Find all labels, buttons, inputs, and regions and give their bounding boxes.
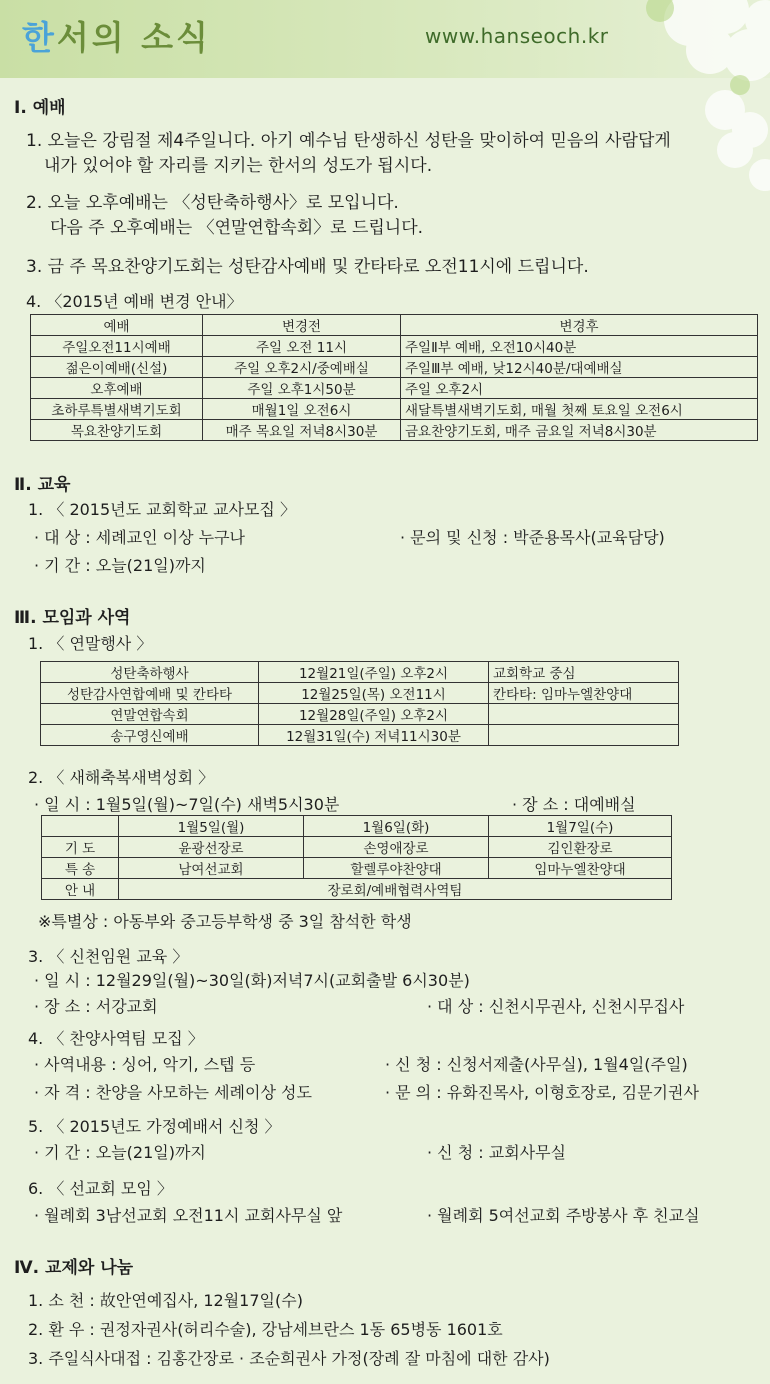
table-cell: 윤광선장로 (119, 837, 304, 858)
table-row (31, 399, 758, 420)
table-header-row (42, 816, 672, 837)
table-cell: 12월21일(주일) 오후2시 (259, 662, 489, 683)
worship-item2-line1: 2. 오늘 오후예배는 〈성탄축하행사〉로 모입니다. (26, 193, 399, 213)
praise-team-inquiry: · 문 의 : 유화진목사, 이형호장로, 김문기권사 (385, 1083, 699, 1102)
table-header-cell: 1월6일(화) (304, 816, 489, 837)
officer-training-date: · 일 시 : 12월29일(월)~30일(화)저녁7시(교회출발 6시30분) (34, 971, 470, 990)
table-row (31, 378, 758, 399)
mission-meeting-b: · 월례회 5여선교회 주방봉사 후 친교실 (427, 1206, 700, 1225)
table-row (41, 725, 679, 746)
table-row (42, 858, 672, 879)
table-header-cell: 예배 (31, 315, 203, 336)
year-end-events-table (40, 661, 679, 746)
table-cell: 교회학교 중심 (489, 662, 679, 683)
table-row (31, 420, 758, 441)
table-cell (42, 816, 119, 837)
table-cell: 칸타타: 임마누엘찬양대 (489, 683, 679, 704)
table-cell: 주일 오후2시/중예배실 (203, 357, 401, 378)
table-cell: 12월28일(주일) 오후2시 (259, 704, 489, 725)
table-cell: 주일 오후2시 (401, 378, 758, 399)
dawn-service-date: · 일 시 : 1월5일(월)~7일(수) 새벽5시30분 (34, 795, 340, 814)
meetings-item3: 3. 〈 신천임원 교육 〉 (28, 947, 189, 966)
table-row (42, 837, 672, 858)
meetings-item5: 5. 〈 2015년도 가정예배서 신청 〉 (28, 1117, 281, 1136)
special-award-note: ※특별상 : 아동부와 중고등부학생 중 3일 참석한 학생 (38, 912, 412, 931)
brand-rest: 서의 소식 (56, 18, 211, 57)
table-cell (489, 725, 679, 746)
table-row (41, 683, 679, 704)
worship-item2-line2: 다음 주 오후예배는 〈연말연합속회〉로 드립니다. (50, 218, 424, 238)
worship-item4: 4. 〈2015년 예배 변경 안내〉 (26, 292, 243, 311)
table-cell: 손영애장로 (304, 837, 489, 858)
worship-change-table (30, 314, 758, 441)
fellowship-item3: 3. 주일식사대접 : 김홍간장로 · 조순희권사 가정(장례 잘 마침에 대한 감사) (28, 1349, 550, 1368)
table-cell: 남여선교회 (119, 858, 304, 879)
table-cell: 성탄감사연합예배 및 칸타타 (41, 683, 259, 704)
table-cell: 송구영신예배 (41, 725, 259, 746)
table-row (42, 879, 672, 900)
table-cell: 12월25일(목) 오전11시 (259, 683, 489, 704)
praise-team-content: · 사역내용 : 싱어, 악기, 스텝 등 (34, 1055, 256, 1074)
table-row (41, 704, 679, 725)
mission-meeting-a: · 월례회 3남선교회 오전11시 교회사무실 앞 (34, 1206, 343, 1225)
table-cell: 주일 오후1시50분 (203, 378, 401, 399)
table-cell: 주일오전11시예배 (31, 336, 203, 357)
table-cell: 목요찬양기도회 (31, 420, 203, 441)
table-header-cell: 변경후 (401, 315, 758, 336)
table-cell: 12월31일(수) 저녁11시30분 (259, 725, 489, 746)
education-target: · 대 상 : 세례교인 이상 누구나 (34, 528, 246, 547)
worship-item1-line1: 1. 오늘은 강림절 제4주일니다. 아기 예수님 탄생하신 성탄을 맞이하여 믿음의 사람답게 (26, 131, 671, 151)
table-cell: 초하루특별새벽기도회 (31, 399, 203, 420)
table-cell: 임마누엘찬양대 (489, 858, 672, 879)
section-worship-title: Ⅰ. 예배 (14, 98, 66, 118)
brand-first-char: 한 (22, 18, 57, 57)
table-cell: 오후예배 (31, 378, 203, 399)
officer-training-target: · 대 상 : 신천시무권사, 신천시무집사 (427, 997, 685, 1016)
table-cell: 주일Ⅱ부 예배, 오전10시40분 (401, 336, 758, 357)
education-period: · 기 간 : 오늘(21일)까지 (34, 556, 206, 575)
table-cell: 안 내 (42, 879, 119, 900)
section-education-title: Ⅱ. 교육 (14, 475, 71, 495)
table-header-cell: 1월7일(수) (489, 816, 672, 837)
table-cell: 성탄축하행사 (41, 662, 259, 683)
fellowship-item2: 2. 환 우 : 권정자권사(허리수술), 강남세브란스 1동 65병동 1601호 (28, 1320, 503, 1339)
table-cell: 젊은이예배(신설) (31, 357, 203, 378)
table-row (31, 357, 758, 378)
worship-item3: 3. 금 주 목요찬양기도회는 성탄감사예배 및 칸타타로 오전11시에 드립니다. (26, 257, 589, 277)
officer-training-place: · 장 소 : 서강교회 (34, 997, 158, 1016)
table-cell: 연말연합속회 (41, 704, 259, 725)
table-cell: 할렐루야찬양대 (304, 858, 489, 879)
table-cell: 매주 목요일 저녁8시30분 (203, 420, 401, 441)
meetings-item1: 1. 〈 연말행사 〉 (28, 634, 153, 653)
table-row (41, 662, 679, 683)
devotional-period: · 기 간 : 오늘(21일)까지 (34, 1143, 206, 1162)
education-contact: · 문의 및 신청 : 박준용목사(교육담당) (400, 528, 665, 547)
table-cell (489, 704, 679, 725)
table-header-row (31, 315, 758, 336)
table-cell: 김인환장로 (489, 837, 672, 858)
fellowship-item1: 1. 소 천 : 故안연예집사, 12월17일(수) (28, 1291, 303, 1310)
table-cell: 기 도 (42, 837, 119, 858)
meetings-item6: 6. 〈 선교회 모임 〉 (28, 1179, 173, 1198)
table-cell: 주일Ⅲ부 예배, 낮12시40분/대예배실 (401, 357, 758, 378)
meetings-item4: 4. 〈 찬양사역팀 모집 〉 (28, 1029, 204, 1048)
section-fellowship-title: Ⅳ. 교제와 나눔 (14, 1258, 134, 1278)
table-cell: 주일 오전 11시 (203, 336, 401, 357)
table-cell: 금요찬양기도회, 매주 금요일 저녁8시30분 (401, 420, 758, 441)
devotional-apply: · 신 청 : 교회사무실 (427, 1143, 567, 1162)
worship-item1-line2: 내가 있어야 할 자리를 지키는 한서의 성도가 됩시다. (44, 156, 433, 176)
section-meetings-title: Ⅲ. 모임과 사역 (14, 608, 131, 628)
table-cell: 특 송 (42, 858, 119, 879)
table-cell: 장로회/예배협력사역팀 (119, 879, 672, 900)
meetings-item2: 2. 〈 새해축복새벽성회 〉 (28, 768, 215, 787)
website-url: www.hanseoch.kr (425, 24, 609, 48)
dawn-service-table (41, 815, 672, 900)
praise-team-apply: · 신 청 : 신청서제출(사무실), 1월4일(주일) (385, 1055, 688, 1074)
table-cell: 매월1일 오전6시 (203, 399, 401, 420)
dawn-service-place: · 장 소 : 대예배실 (512, 795, 636, 814)
praise-team-qualification: · 자 격 : 찬양을 사모하는 세례이상 성도 (34, 1083, 312, 1102)
brand-title (22, 12, 211, 59)
table-cell: 새달특별새벽기도회, 매월 첫째 토요일 오전6시 (401, 399, 758, 420)
education-item1: 1. 〈 2015년도 교회학교 교사모집 〉 (28, 500, 296, 519)
table-header-cell: 1월5일(월) (119, 816, 304, 837)
table-header-cell: 변경전 (203, 315, 401, 336)
table-row (31, 336, 758, 357)
header-band (0, 0, 770, 78)
